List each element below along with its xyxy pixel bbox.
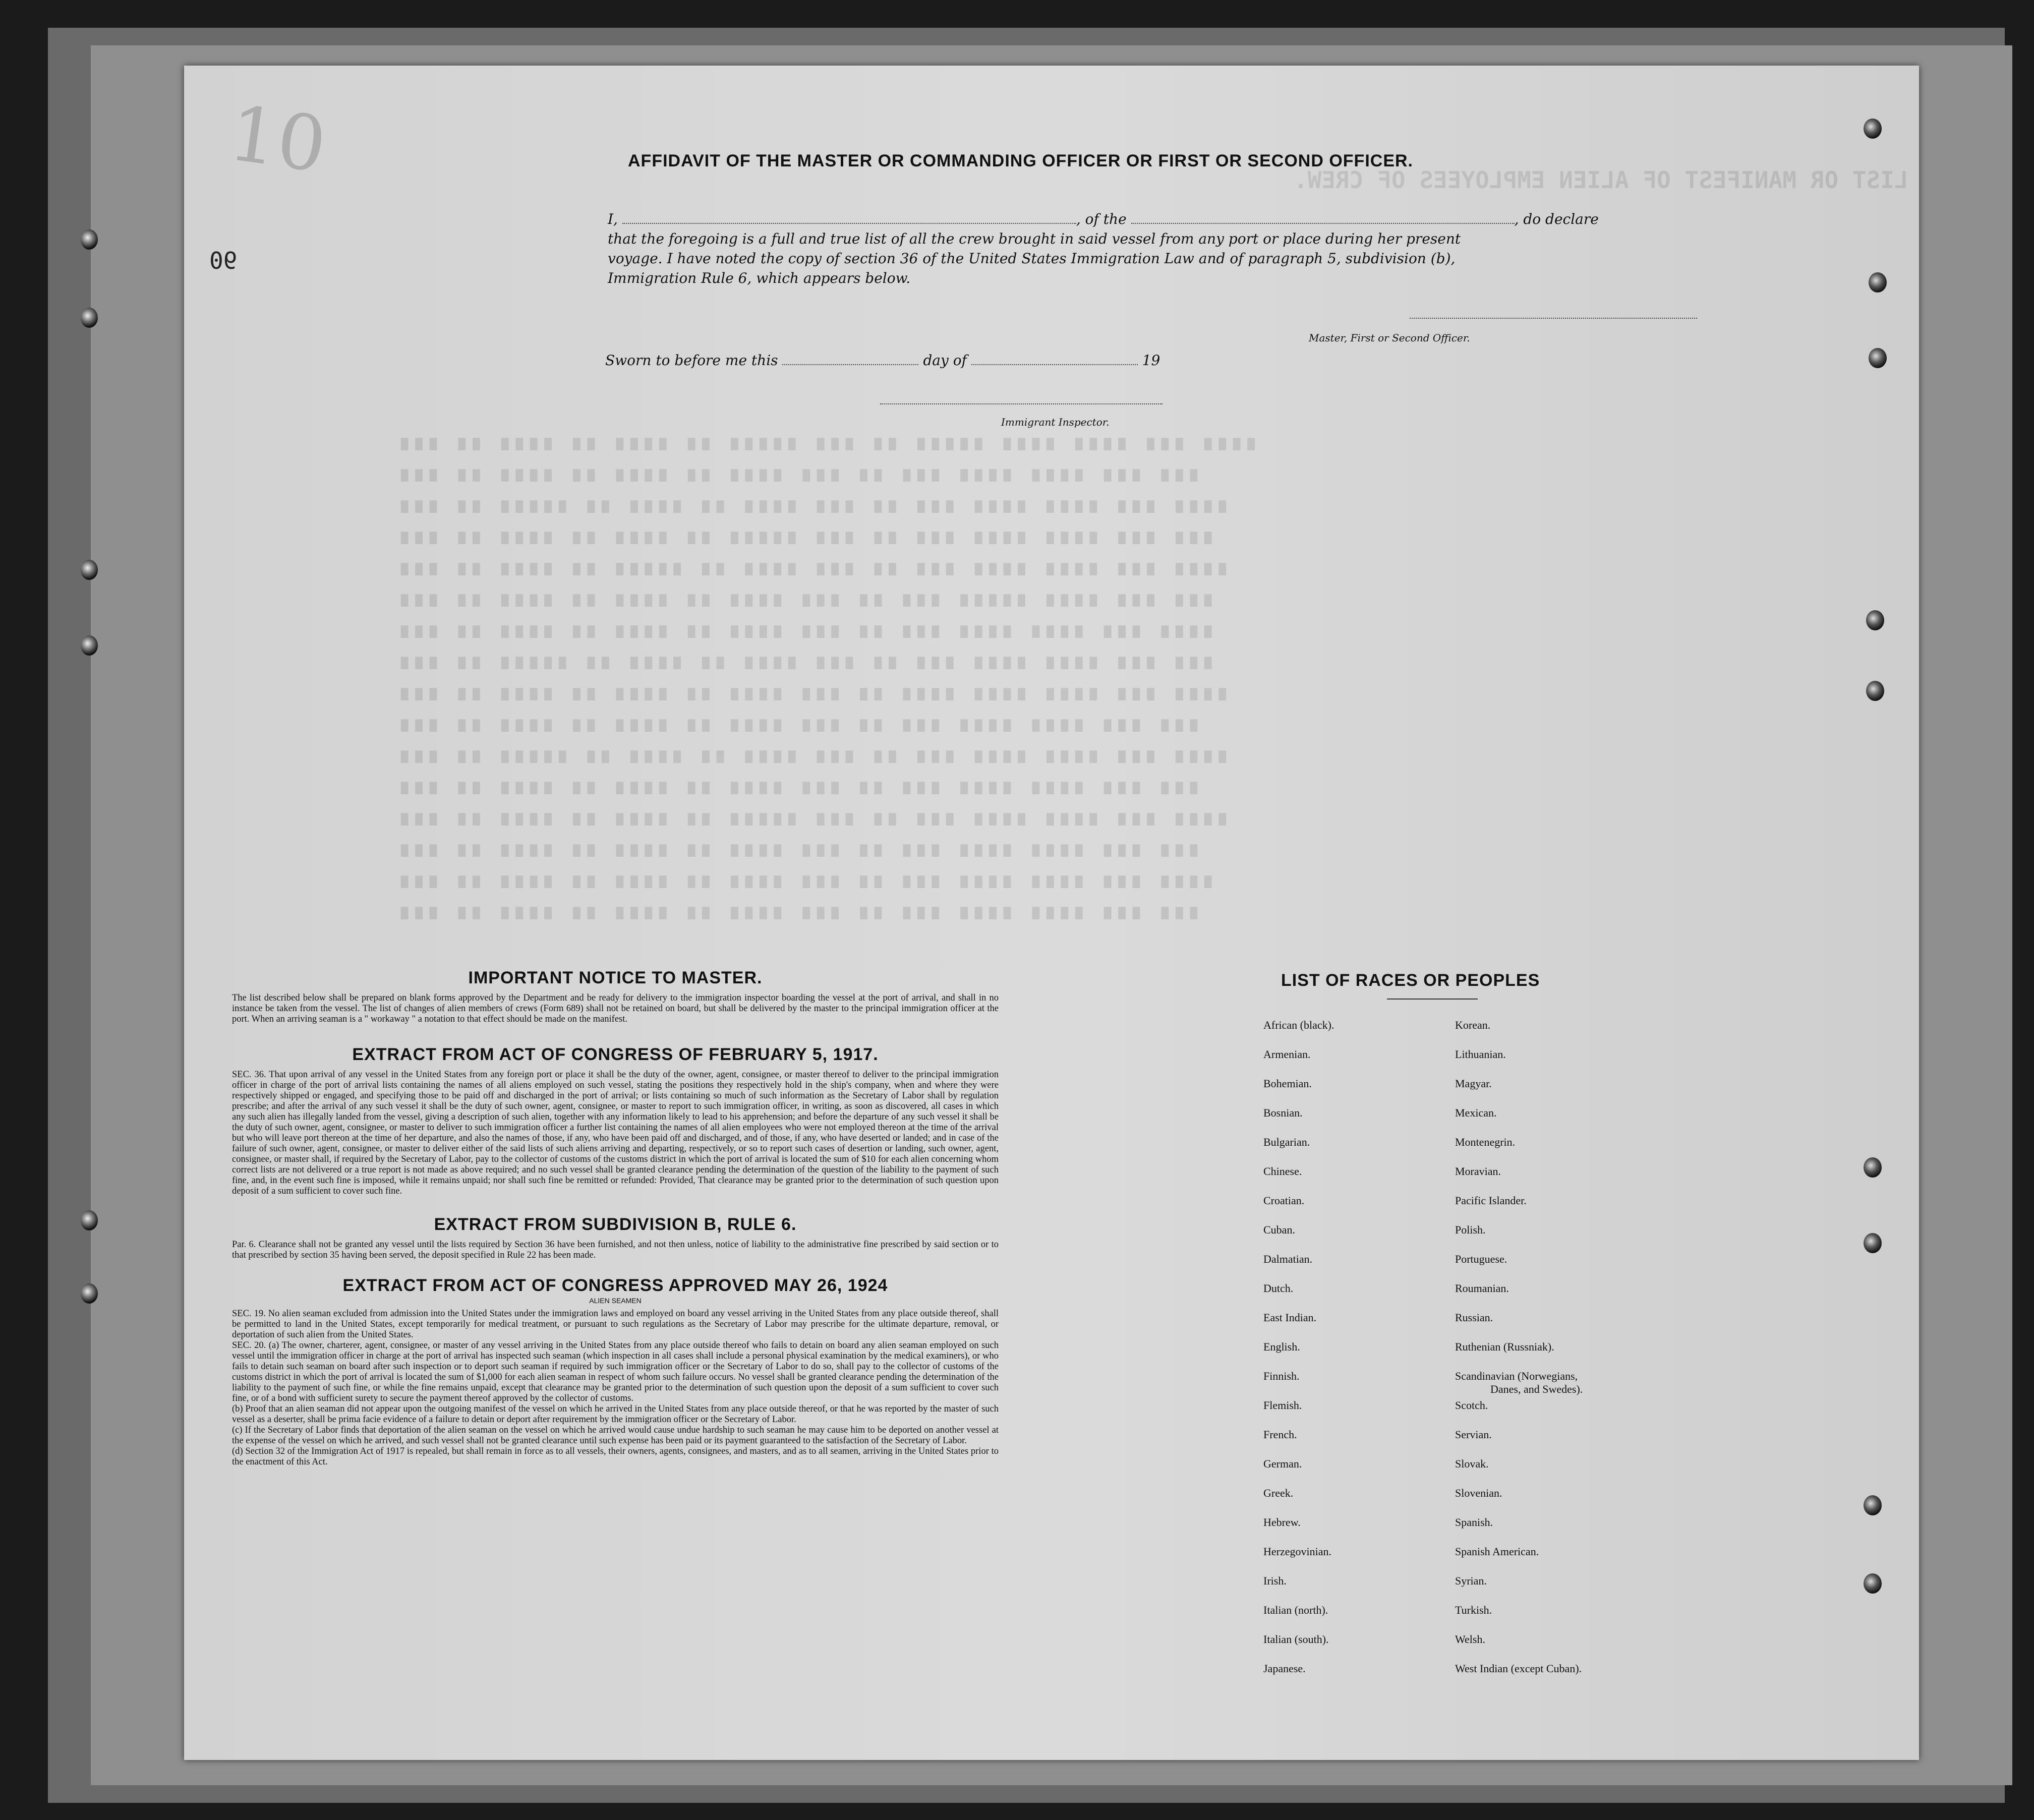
punch-hole bbox=[1866, 610, 1884, 630]
handwritten-page-number: 10 bbox=[223, 89, 332, 190]
race-item: Spanish American. bbox=[1455, 1545, 1539, 1558]
sworn-prefix: Sworn to before me this bbox=[605, 352, 778, 369]
race-item: Moravian. bbox=[1455, 1165, 1501, 1178]
race-item: Roumanian. bbox=[1455, 1282, 1509, 1295]
race-item: Hebrew. bbox=[1263, 1516, 1301, 1529]
binder-rivet bbox=[81, 229, 98, 250]
race-item: Irish. bbox=[1263, 1574, 1287, 1587]
officer-name-field[interactable] bbox=[622, 223, 1076, 224]
race-item: Russian. bbox=[1455, 1311, 1493, 1324]
race-item: Ruthenian (Russniak). bbox=[1455, 1340, 1554, 1353]
race-item: Bosnian. bbox=[1263, 1106, 1303, 1119]
inspector-label: Immigrant Inspector. bbox=[1001, 416, 1110, 428]
manifest-page bbox=[184, 66, 1919, 1760]
binder-rivet bbox=[81, 1210, 98, 1230]
extract-1924-subtitle: ALIEN SEAMEN bbox=[589, 1297, 642, 1305]
race-item: Dutch. bbox=[1263, 1282, 1294, 1295]
punch-hole bbox=[1864, 1495, 1882, 1515]
affidavit-statement bbox=[608, 209, 1717, 288]
race-item: French. bbox=[1263, 1428, 1297, 1441]
race-item: Dalmatian. bbox=[1263, 1253, 1313, 1265]
punch-hole bbox=[1864, 1233, 1882, 1253]
race-item: Armenian. bbox=[1263, 1048, 1311, 1061]
race-item: Greek. bbox=[1263, 1487, 1294, 1499]
punch-hole bbox=[1869, 272, 1887, 292]
punch-hole bbox=[1864, 119, 1882, 139]
notice-body: The list described below shall be prepared on blank forms approved by the Department and be ready for delivery to the immigration inspector boarding the vessel at the port of arrival, and shall in no instance be taken from the vessel. The list of changes of alien members of crews (Form 689) shall not be retained on board, but shall be delivered by the master to the principal immigration officer at the port. When an arriving seaman is a " workaway " a notation to that effect should be made on the manifest. bbox=[232, 993, 999, 1024]
extract-rule6-title: EXTRACT FROM SUBDIVISION B, RULE 6. bbox=[434, 1215, 797, 1234]
race-item: English. bbox=[1263, 1340, 1300, 1353]
race-item: Korean. bbox=[1455, 1019, 1491, 1031]
punch-hole bbox=[1864, 1573, 1882, 1594]
race-item: Mexican. bbox=[1455, 1106, 1497, 1119]
race-item: Turkish. bbox=[1455, 1604, 1492, 1616]
sworn-day-field[interactable] bbox=[782, 364, 918, 365]
punch-hole bbox=[1866, 681, 1884, 701]
extract-1924-sec20c: (c) If the Secretary of Labor finds that deportation of the alien seaman on the vessel on which he arrived would cause undue hardship to such seaman he may cause him to be deported on another vessel at the expense of the vessel on which he arrived, and such vessel shall not be granted clearance until such expense has been paid or its payment guaranteed to the satisfaction of the Secretary of Labor. bbox=[232, 1425, 999, 1446]
race-item: Montenegrin. bbox=[1455, 1136, 1516, 1148]
binder-rivet bbox=[81, 560, 98, 580]
bleed-through-heading: LIST OR MANIFEST OF ALIEN EMPLOYEES OF CREW. bbox=[1294, 166, 1908, 194]
race-item: Scandinavian (Norwegians, bbox=[1455, 1370, 1578, 1382]
race-item: Welsh. bbox=[1455, 1633, 1485, 1646]
race-item: Slovenian. bbox=[1455, 1487, 1502, 1499]
sworn-month-field[interactable] bbox=[971, 364, 1138, 365]
affidavit-i-label: I, bbox=[608, 211, 618, 227]
bleed-through-rows: ▇▇▇ ▇▇ ▇▇▇▇ ▇▇ ▇▇▇▇ ▇▇ ▇▇▇▇▇ ▇▇▇ ▇▇ ▇▇▇▇▇ ▇▇▇▇ ▇▇▇▇ ▇▇▇ ▇▇▇▇ ▇▇▇ ▇▇ ▇▇▇▇ ▇▇ ▇▇▇▇ ▇▇ ▇▇▇▇ ▇▇▇ ▇▇ ▇▇▇ ▇▇▇▇ ▇▇▇▇ ▇▇▇ ▇▇▇ ▇▇▇ ▇▇ ▇▇▇▇▇ ▇▇ ▇▇▇▇ ▇▇ ▇▇▇▇ ▇▇▇ ▇▇ ▇▇▇ ▇▇▇▇ ▇▇▇▇ ▇▇▇ ▇▇▇▇ ▇▇▇ ▇▇ ▇▇▇▇ ▇▇ ▇▇▇▇ ▇▇ ▇▇▇▇▇ ▇▇▇ ▇▇ ▇▇▇ ▇▇▇▇ ▇▇▇▇ ▇▇▇ ▇▇▇ ▇▇▇ ▇▇ ▇▇▇▇ ▇▇ ▇▇▇▇▇ ▇▇ ▇▇▇▇ ▇▇▇ ▇▇ ▇▇▇ ▇▇▇▇ ▇▇▇▇ ▇▇▇ ▇▇▇▇ ▇▇▇ ▇▇ ▇▇▇▇ ▇▇ ▇▇▇▇ ▇▇ ▇▇▇▇ ▇▇▇ ▇▇ ▇▇▇ ▇▇▇▇▇ ▇▇▇▇ ▇▇▇ ▇▇▇ ▇▇▇ ▇▇ ▇▇▇▇ ▇▇ ▇▇▇▇ ▇▇ ▇▇▇▇ ▇▇▇ ▇▇ ▇▇▇ ▇▇▇▇ ▇▇▇▇ ▇▇▇ ▇▇▇▇ ▇▇▇ ▇▇ ▇▇▇▇▇ ▇▇ ▇▇▇▇ ▇▇ ▇▇▇▇ ▇▇▇ ▇▇ ▇▇▇ ▇▇▇▇ ▇▇▇▇ ▇▇▇ ▇▇▇ ▇▇▇ ▇▇ ▇▇▇▇ ▇▇ ▇▇▇▇ ▇▇ ▇▇▇▇ ▇▇▇ ▇▇ ▇▇▇▇ ▇▇▇▇ ▇▇▇▇ ▇▇▇ ▇▇▇▇ ▇▇▇ ▇▇ ▇▇▇▇ ▇▇ ▇▇▇▇ ▇▇ ▇▇▇▇ ▇▇▇ ▇▇ ▇▇▇ ▇▇▇▇ ▇▇▇▇ ▇▇▇ ▇▇▇ ▇▇▇ ▇▇ ▇▇▇▇▇ ▇▇ ▇▇▇▇ ▇▇ ▇▇▇▇ ▇▇▇ ▇▇ ▇▇▇ ▇▇▇▇ ▇▇▇▇ ▇▇▇ ▇▇▇▇ ▇▇▇ ▇▇ ▇▇▇▇ ▇▇ ▇▇▇▇ ▇▇ ▇▇▇▇ ▇▇▇ ▇▇ ▇▇▇ ▇▇▇▇ ▇▇▇▇ ▇▇▇ ▇▇▇ ▇▇▇ ▇▇ ▇▇▇▇ ▇▇ ▇▇▇▇ ▇▇ ▇▇▇▇▇ ▇▇▇ ▇▇ ▇▇▇ ▇▇▇▇ ▇▇▇▇ ▇▇▇ ▇▇▇▇ ▇▇▇ ▇▇ ▇▇▇▇ ▇▇ ▇▇▇▇ ▇▇ ▇▇▇▇ ▇▇▇ ▇▇ ▇▇▇ ▇▇▇▇ ▇▇▇▇ ▇▇▇ ▇▇▇ ▇▇▇ ▇▇ ▇▇▇▇ ▇▇ ▇▇▇▇ ▇▇ ▇▇▇▇ ▇▇▇ ▇▇ ▇▇▇ ▇▇▇▇ ▇▇▇▇ ▇▇▇ ▇▇▇▇ ▇▇▇ ▇▇ ▇▇▇▇ ▇▇ ▇▇▇▇ ▇▇ ▇▇▇▇ ▇▇▇ ▇▇ ▇▇▇ ▇▇▇▇ ▇▇▇▇ ▇▇▇ ▇▇▇ bbox=[401, 436, 1262, 919]
race-item: Lithuanian. bbox=[1455, 1048, 1506, 1061]
binder-rivet bbox=[81, 308, 98, 328]
race-item: Chinese. bbox=[1263, 1165, 1302, 1178]
race-item: Spanish. bbox=[1455, 1516, 1493, 1529]
races-title-rule bbox=[1387, 999, 1478, 1000]
races-list bbox=[1263, 1019, 1667, 1675]
master-signature-field[interactable] bbox=[1410, 318, 1697, 319]
race-item: Pacific Islander. bbox=[1455, 1194, 1527, 1207]
master-signature-label: Master, First or Second Officer. bbox=[1309, 332, 1470, 344]
race-item: Polish. bbox=[1455, 1223, 1486, 1236]
extract-rule6-body: Par. 6. Clearance shall not be granted any vessel until the lists required by Section 36 have been furnished, and not then unless, notice of liability to the administrative fine prescribed by said section or to that prescribed by section 35 having been served, the deposit specified in Rule 22 has been made. bbox=[232, 1240, 999, 1260]
race-item: Finnish. bbox=[1263, 1370, 1300, 1382]
race-item: German. bbox=[1263, 1457, 1302, 1470]
affidavit-line-2: that the foregoing is a full and true list of all the crew brought in said vessel from any port or place during her present bbox=[608, 230, 1461, 247]
race-item: Syrian. bbox=[1455, 1574, 1487, 1587]
punch-hole bbox=[1869, 348, 1887, 368]
inspector-signature-field[interactable] bbox=[880, 403, 1163, 404]
extract-1924-sec20a: SEC. 20. (a) The owner, charterer, agent, consignee, or master of any vessel arriving in the United States from any place outside thereof who fails to detain on board any alien seaman employed on such vessel until the immigration officer in charge at the port of arrival has inspected such seaman (which inspection in all cases shall include a personal physical examination by the medical examiners), or who fails to detain such seaman on board after such inspection or to deport such seaman if required by such immigration officer or the Secretary of Labor to do so, shall pay to the collector of customs of the customs district in which the port of arrival is located the sum of $1,000 for each alien seaman in respect of whom such failure occurs. No vessel shall be granted clearance pending the determination of the liability to the payment of such fine, or while the fine remains unpaid, except that clearance may be granted prior to the determination of such question upon the deposit of a sum sufficient to cover such fine, or of a bond with sufficient surety to secure the payment thereof approved by the collector of customs. bbox=[232, 1340, 999, 1403]
extract-1917-title: EXTRACT FROM ACT OF CONGRESS OF FEBRUARY 5, 1917. bbox=[352, 1045, 879, 1064]
race-item: Italian (south). bbox=[1263, 1633, 1329, 1646]
extract-1924-sec20d: (d) Section 32 of the Immigration Act of 1917 is repealed, but shall remain in force as to all vessels, their owners, agents, consignees, and masters, and as to all seamen, arriving in the United States prior to the enactment of this Act. bbox=[232, 1446, 999, 1467]
punch-hole bbox=[1864, 1157, 1882, 1178]
sworn-year-label: 19 bbox=[1142, 352, 1160, 369]
extract-1924-title: EXTRACT FROM ACT OF CONGRESS APPROVED MAY 26, 1924 bbox=[342, 1276, 888, 1295]
race-item: Bohemian. bbox=[1263, 1077, 1312, 1090]
race-item: Cuban. bbox=[1263, 1223, 1295, 1236]
race-item: Italian (north). bbox=[1263, 1604, 1328, 1616]
race-item: Magyar. bbox=[1455, 1077, 1492, 1090]
race-item: Slovak. bbox=[1455, 1457, 1489, 1470]
races-title: LIST OF RACES OR PEOPLES bbox=[1281, 971, 1540, 990]
vessel-name-field[interactable] bbox=[1131, 223, 1515, 224]
binder-rivet bbox=[81, 1283, 98, 1304]
race-item: West Indian (except Cuban). bbox=[1455, 1662, 1582, 1675]
race-item: Croatian. bbox=[1263, 1194, 1305, 1207]
affidavit-line-4: Immigration Rule 6, which appears below. bbox=[608, 270, 911, 286]
sworn-day-of-label: day of bbox=[923, 352, 967, 369]
race-item: East Indian. bbox=[1263, 1311, 1317, 1324]
race-item: African (black). bbox=[1263, 1019, 1334, 1031]
race-item-continuation: Danes, and Swedes). bbox=[1490, 1383, 1583, 1395]
affidavit-of-the-label: , of the bbox=[1076, 211, 1127, 227]
binder-rivet bbox=[81, 635, 98, 656]
extract-1924-sec20b: (b) Proof that an alien seaman did not appear upon the outgoing manifest of the vessel on which he arrived in the United States from any place outside thereof, or that he was reported by the master of such vessel as a deserter, shall be prima facie evidence of a failure to detain or deport after requirement by the immigration officer or the Secretary of Labor. bbox=[232, 1404, 999, 1425]
extract-1917-body: SEC. 36. That upon arrival of any vessel in the United States from any foreign port or place it shall be the duty of the owner, agent, consignee, or master thereof to deliver to the principal immigration officer in charge of the port of arrival lists containing the names of all aliens employed on such vessel, stating the positions they respectively hold in the ship's company, when and where they were respectively shipped or engaged, and specifying those to be paid off and discharged in the port of arrival; or lists containing so much of such information as the Secretary of Labor shall by regulation prescribe; and after the arrival of any such vessel it shall be the duty of such owner, agent, consignee, or master to report to such immigration officer, in writing, as soon as discovered, all cases in which any such alien has illegally landed from the vessel, giving a description of such alien, together with any information likely to lead to his apprehension; and before the departure of any such vessel it shall be the duty of such owner, agent, consignee, or master to deliver to such immigration officer a further list containing the names of all alien employees who were not employed thereon at the time of the arrival but who will leave port thereon at the time of her departure, and also the names of those, if any, who have been paid off and discharged, and of those, if any, who have deserted or landed; and in case of the failure of such owner, agent, consignee, or master to deliver either of the said lists of such aliens arriving and departing, respectively, or so to report such cases of desertion or landing, such owner, agent, consignee, or master shall, if required by the Secretary of Labor, pay to the collector of customs of the customs district in which the port of arrival is located the sum of $10 for each alien concerning whom correct lists are not delivered or a true report is not made as above required; and no such vessel shall be granted clearance pending the determination of the question of the liability to the payment of such fine, and, in the event such fine is imposed, while it remains unpaid; nor shall such fine be remitted or refunded: Provided, That clearance may be granted prior to the determination of such question upon deposit of a sum sufficient to cover such fine. bbox=[232, 1070, 999, 1196]
race-item: Scotch. bbox=[1455, 1399, 1488, 1412]
affidavit-title: AFFIDAVIT OF THE MASTER OR COMMANDING OFFICER OR FIRST OR SECOND OFFICER. bbox=[628, 151, 1413, 170]
race-item: Flemish. bbox=[1263, 1399, 1302, 1412]
race-item: Japanese. bbox=[1263, 1662, 1306, 1675]
affidavit-declare-label: , do declare bbox=[1514, 211, 1599, 227]
race-item: Servian. bbox=[1455, 1428, 1492, 1441]
notices-column bbox=[232, 968, 999, 1467]
notice-title: IMPORTANT NOTICE TO MASTER. bbox=[468, 968, 763, 987]
race-item: Herzegovinian. bbox=[1263, 1545, 1331, 1558]
race-item: Bulgarian. bbox=[1263, 1136, 1310, 1148]
sworn-statement bbox=[605, 352, 1160, 369]
margin-number: 90 bbox=[209, 247, 238, 274]
race-item: Portuguese. bbox=[1455, 1253, 1507, 1265]
affidavit-line-3: voyage. I have noted the copy of section 36 of the United States Immigration Law and of paragraph 5, subdivision (b), bbox=[608, 250, 1456, 267]
extract-1924-sec19: SEC. 19. No alien seaman excluded from admission into the United States under the immigration laws and employed on board any vessel arriving in the United States from any place outside thereof, shall be permitted to land in the United States, except temporarily for medical treatment, or pursuant to such regulations as the Secretary of Labor may prescribe for the ultimate departure, removal, or deportation of such alien from the United States. bbox=[232, 1309, 999, 1340]
